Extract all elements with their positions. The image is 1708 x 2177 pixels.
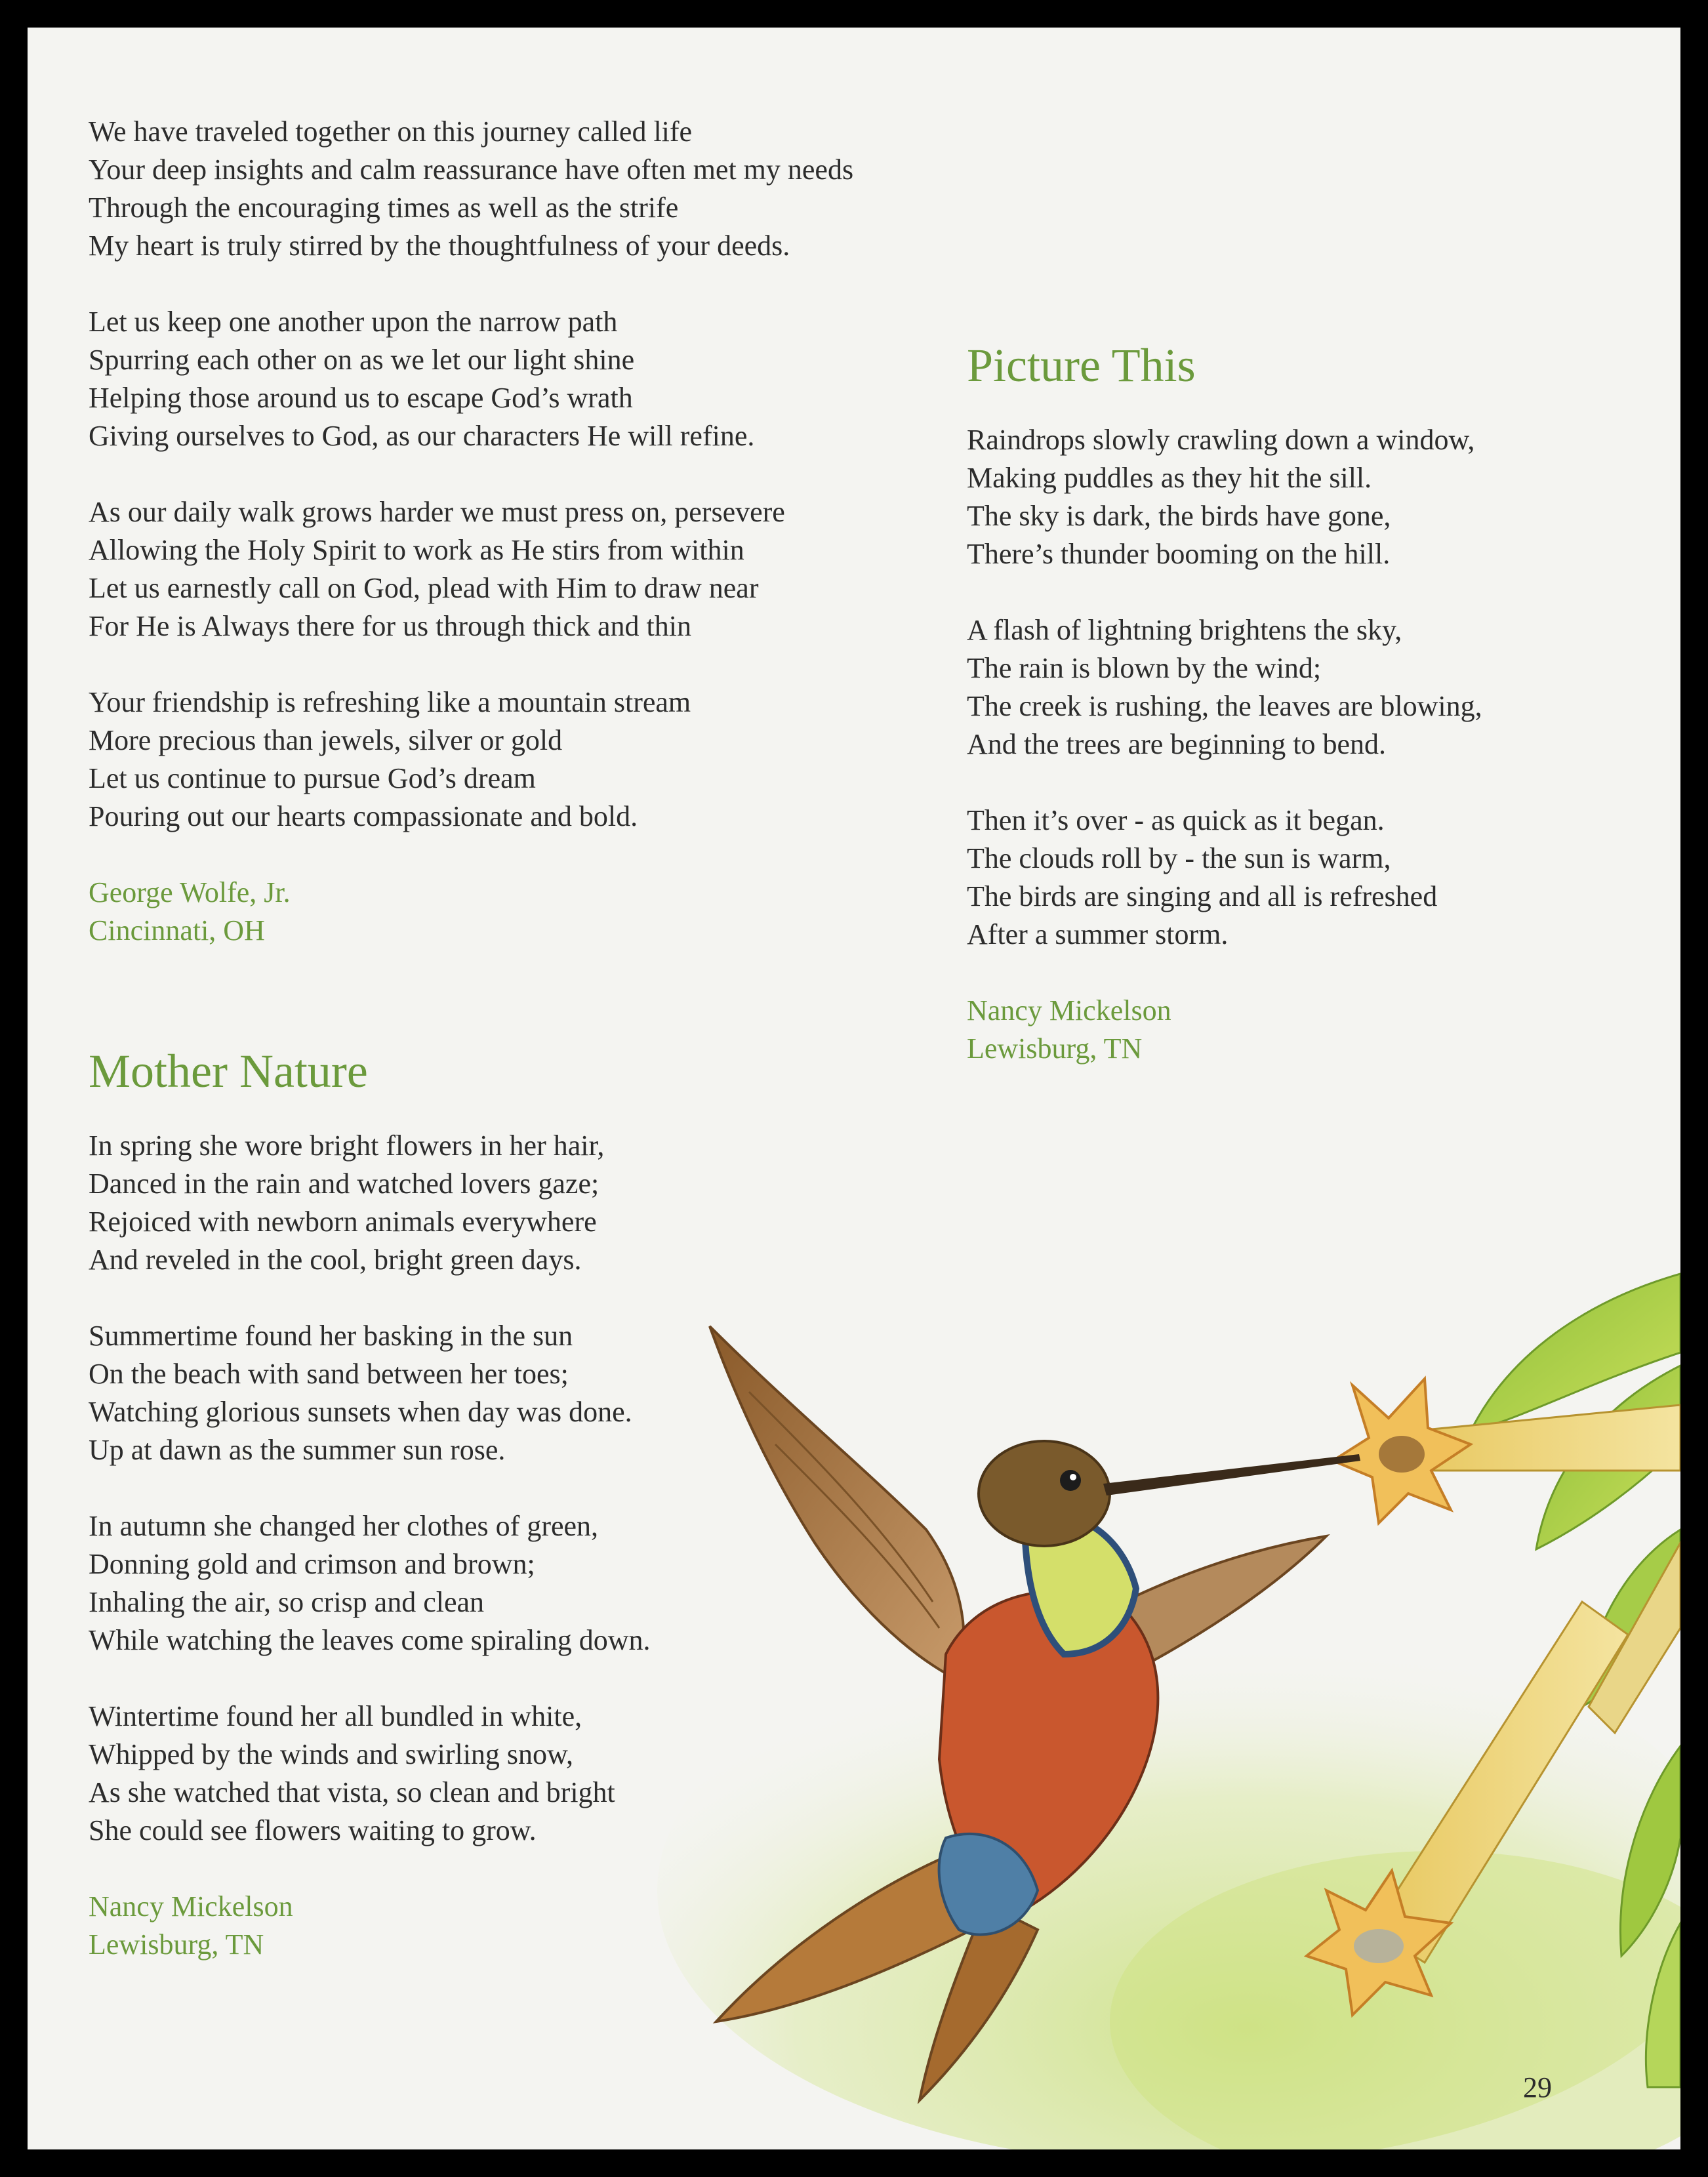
poem-line: Pouring out our hearts compassionate and bold.	[89, 800, 638, 832]
page	[28, 28, 1680, 2149]
poem-line: In autumn she changed her clothes of green,	[89, 1510, 599, 1542]
poem-line: Up at dawn as the summer sun rose.	[89, 1434, 506, 1466]
poem-line: Rejoiced with newborn animals everywhere	[89, 1206, 597, 1238]
poem-line: And the trees are beginning to bend.	[967, 728, 1387, 760]
poem-location: Cincinnati, OH	[89, 914, 265, 946]
poem-line: While watching the leaves come spiraling down.	[89, 1624, 651, 1656]
poem-line: A flash of lightning brightens the sky,	[967, 614, 1402, 646]
poem-line: Making puddles as they hit the sill.	[967, 462, 1372, 494]
poem-author: Nancy Mickelson	[967, 994, 1171, 1027]
stanza	[89, 683, 981, 836]
poem-line: The clouds roll by - the sun is warm,	[967, 842, 1391, 874]
poem-location: Lewisburg, TN	[89, 1928, 264, 1961]
poem-line: Allowing the Holy Spirit to work as He stirs from within	[89, 534, 744, 566]
poem-line: Whipped by the winds and swirling snow,	[89, 1738, 573, 1770]
poem-line: Watching glorious sunsets when day was done.	[89, 1396, 632, 1428]
poem-picture-this	[967, 336, 1662, 1068]
poem-line: Helping those around us to escape God’s wrath	[89, 382, 633, 414]
poem-line: The birds are singing and all is refreshed	[967, 880, 1438, 912]
poem-line: Your deep insights and calm reassurance have often met my needs	[89, 153, 854, 186]
poem-line: Summertime found her basking in the sun	[89, 1320, 573, 1352]
stanza	[967, 421, 1662, 573]
poem-line: After a summer storm.	[967, 918, 1229, 950]
poem-line: As she watched that vista, so clean and bright	[89, 1776, 615, 1808]
poem-line: Your friendship is refreshing like a mountain stream	[89, 686, 691, 718]
poem-line: For He is Always there for us through thick and thin	[89, 610, 691, 642]
poem-line: In spring she wore bright flowers in her hair,	[89, 1129, 605, 1162]
poem-line: Inhaling the air, so crisp and clean	[89, 1586, 485, 1618]
poem-line: Then it’s over - as quick as it began.	[967, 804, 1385, 836]
poem-line: Wintertime found her all bundled in white,	[89, 1700, 582, 1732]
poem-line: And reveled in the cool, bright green days.	[89, 1244, 582, 1276]
stanza	[967, 611, 1662, 763]
poem-line: There’s thunder booming on the hill.	[967, 538, 1391, 570]
poem-line: My heart is truly stirred by the thoughtfulness of your deeds.	[89, 230, 790, 262]
page-number: 29	[1523, 2071, 1552, 2104]
poem-line: Through the encouraging times as well as the strife	[89, 192, 679, 224]
poem-line: More precious than jewels, silver or gold	[89, 724, 563, 756]
poem-location: Lewisburg, TN	[967, 1032, 1143, 1065]
poem-line: As our daily walk grows harder we must press on, persevere	[89, 496, 785, 528]
poem-line: Let us earnestly call on God, plead with Him to draw near	[89, 572, 759, 604]
stanza	[89, 113, 981, 265]
poem-line: Danced in the rain and watched lovers gaze;	[89, 1168, 600, 1200]
poem-title: Mother Nature	[89, 1045, 368, 1097]
poem-line: Let us continue to pursue God’s dream	[89, 762, 536, 794]
poem-author: Nancy Mickelson	[89, 1890, 293, 1923]
poem-line: Giving ourselves to God, as our characters He will refine.	[89, 420, 755, 452]
poem-line: The sky is dark, the birds have gone,	[967, 500, 1391, 532]
poem-friendship	[89, 113, 981, 950]
poem-line: On the beach with sand between her toes;	[89, 1358, 569, 1390]
right-column	[967, 336, 1662, 1068]
stanza	[89, 303, 981, 455]
spacer	[89, 950, 981, 1042]
poem-title: Picture This	[967, 339, 1196, 392]
stanza	[967, 802, 1662, 954]
poem-line: Let us keep one another upon the narrow path	[89, 306, 618, 338]
poem-line: We have traveled together on this journey called life	[89, 115, 693, 148]
hummingbird-illustration	[618, 1234, 1680, 2149]
poem-line: She could see flowers waiting to grow.	[89, 1814, 537, 1846]
poem-line: Spurring each other on as we let our light shine	[89, 344, 635, 376]
stanza	[89, 493, 981, 645]
poem-line: Donning gold and crimson and brown;	[89, 1548, 535, 1580]
poem-author: George Wolfe, Jr.	[89, 876, 291, 908]
poem-line: Raindrops slowly crawling down a window,	[967, 424, 1475, 456]
poem-line: The creek is rushing, the leaves are blowing,	[967, 690, 1482, 722]
poem-line: The rain is blown by the wind;	[967, 652, 1322, 684]
